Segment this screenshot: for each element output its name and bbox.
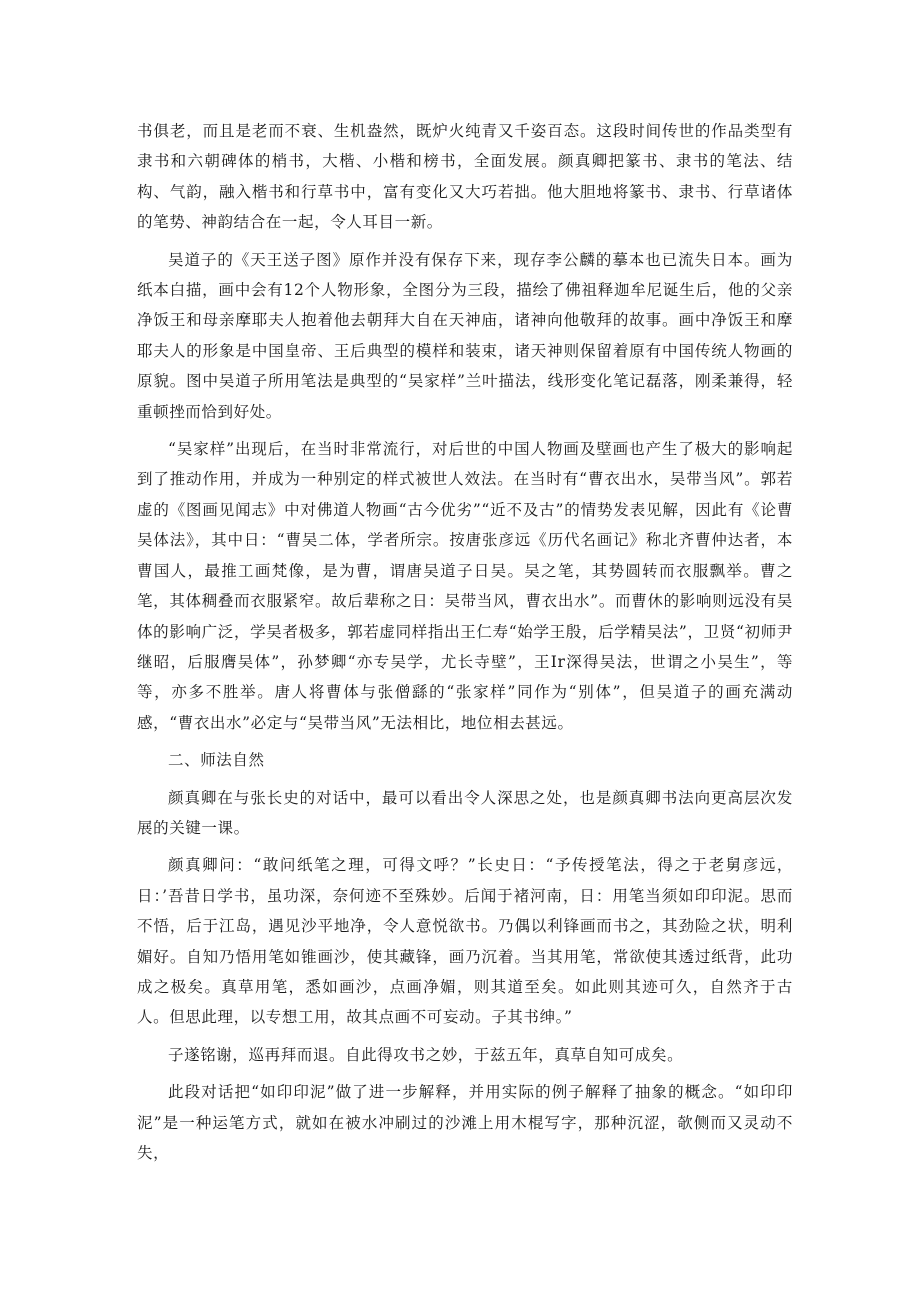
paragraph-5: 颜真卿问：“敢问纸笔之理，可得文呼？”长史日：“予传授笔法，得之于老舅彦远，日：’吾昔日学书，虽功深，奈何迹不至殊妙。后闻于褚河南，日：用笔当须如印印泥。思而不悟，后于江岛，遇见沙平地净，令人意悦欲书。乃偶以利锋画而书之，其劲险之状，明利媚好。自知乃悟用笔如锥画沙，使其藏锋，画乃沉着。当其用笔，常欲使其透过纸背，此功成之极矣。真草用笔，悉如画沙，点画净媚，则其道至矣。如此则其迹可久，自然齐于古人。但思此理，以专想工用，故其点画不可妄动。子其书绅。” — [137, 856, 793, 1027]
paragraph-7: 此段对话把“如印印泥”做了进一步解释，并用实际的例子解释了抽象的概念。“如印印泥”是一种运笔方式，就如在被水冲刷过的沙滩上用木棍写字，那种沉涩，欹侧而又灵动不失， — [137, 1083, 793, 1162]
section-heading: 二、师法自然 — [168, 751, 265, 770]
paragraph-1: 书俱老，而且是老而不衰、生机盎然，既炉火纯青又千姿百态。这段时间传世的作品类型有隶书和六朝碑体的梢书，大楷、小楷和榜书，全面发展。颜真卿把篆书、隶书的笔法、结构、气韵，融入楷书和行草书中，富有变化又大巧若拙。他大胆地将篆书、隶书、行草诸体的笔势、神韵结合在一起，令人耳目一新。 — [137, 122, 793, 232]
paragraph-4: 颜真卿在与张长史的对话中，最可以看出令人深思之处，也是颜真卿书法向更高层次发展的关键一课。 — [137, 788, 793, 837]
paragraph-6: 子遂铭谢，巡再拜而退。自此得攻书之妙，于兹五年，真草自知可成矣。 — [168, 1045, 684, 1064]
document-body — [137, 116, 793, 1175]
paragraph-2: 吴道子的《天王送子图》原作并没有保存下来，现存李公麟的摹本也已流失日本。画为纸本白描，画中会有12个人物形象，全图分为三段，描绘了佛祖释迦牟尼诞生后，他的父亲净饭王和母亲摩耶夫人抱着他去朝拜大自在天神庙，诸神向他敬拜的故事。画中净饭王和摩耶夫人的形象是中国皇帝、王后典型的模样和装束，诸天神则保留着原有中国传统人物画的原貌。图中吴道子所用笔法是典型的“吴家样”兰叶描法，线形变化笔记磊落，刚柔兼得，轻重顿挫而恰到好处。 — [137, 250, 793, 421]
paragraph-3: “吴家样”出现后，在当时非常流行，对后世的中国人物画及壁画也产生了极大的影响起到了推动作用，并成为一种别定的样式被世人效法。在当时有“曹衣出水，吴带当风”。郭若虚的《图画见闻志》中对佛道人物画“古今优劣”“近不及古”的情势发表见解，因此有《论曹吴体法》，其中日：“曹吴二体，学者所宗。按唐张彦远《历代名画记》称北齐曹仲达者，本曹国人，最推工画梵像，是为曹，谓唐吴道子日吴。吴之笔，其势圆转而衣服飘举。曹之笔，其体稠叠而衣服紧窄。故后辈称之日：吴带当风，曹衣出水”。而曹休的影响则远没有吴体的影响广泛，学吴者极多，郭若虚同样指出王仁寿“始学王殷，后学精吴法”，卫贤“初师尹继昭，后服膺吴体”，孙梦卿“亦专吴学，尤长寺壁”，王Ir深得吴法，世谓之小吴生”，等等，亦多不胜举。唐人将曹体与张僧繇的“张家样”同作为“别体”，但吴道子的画充满动感，“曹衣出水”必定与“吴带当风”无法相比，地位相去甚远。 — [137, 440, 793, 732]
